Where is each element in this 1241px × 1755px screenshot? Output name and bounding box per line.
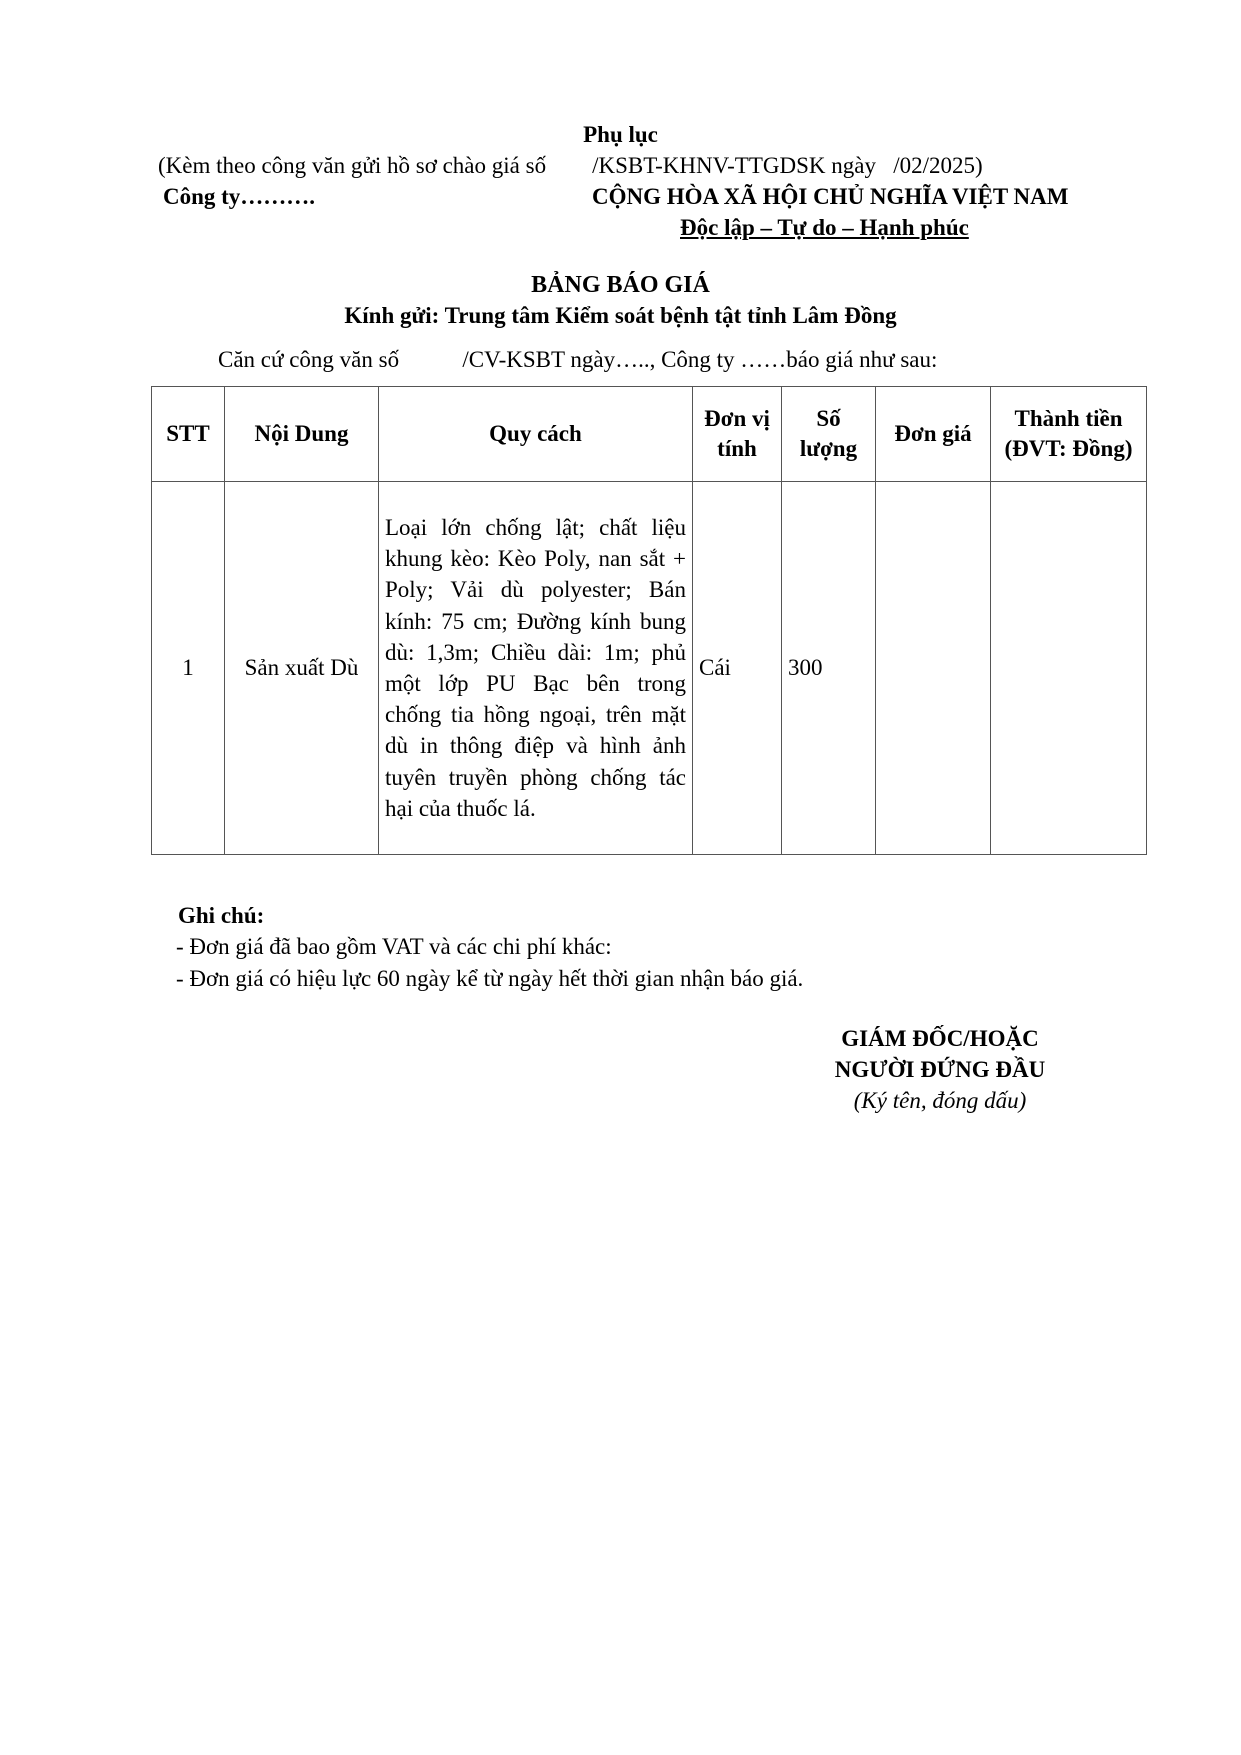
notes-heading: Ghi chú: [178,903,265,928]
cell-unit-price [876,482,991,855]
note-item: - Đơn giá có hiệu lực 60 ngày kể từ ngày hết thời gian nhận báo giá. [176,966,804,991]
cell-unit: Cái [693,482,782,855]
table-row [152,482,1147,855]
header-spec: Quy cách [379,387,693,482]
signature-note: (Ký tên, đóng dấu) [853,1088,1027,1113]
header-unit: Đơn vị tính [693,387,782,482]
recipient-line: Kính gửi: Trung tâm Kiểm soát bệnh tật tỉnh Lâm Đồng [344,303,897,328]
signature-title: GIÁM ĐỐC/HOẶC [841,1026,1039,1051]
republic-heading: CỘNG HÒA XÃ HỘI CHỦ NGHĨA VIỆT NAM [592,184,1069,209]
quote-table [151,386,1147,855]
table-header-row [152,387,1147,482]
header-stt: STT [152,387,225,482]
cell-total [991,482,1147,855]
cell-content: Sản xuất Dù [225,482,379,855]
signature-title: NGƯỜI ĐỨNG ĐẦU [834,1057,1046,1082]
quote-title: BẢNG BÁO GIÁ [531,272,710,298]
header-content: Nội Dung [225,387,379,482]
header-total: Thành tiền (ĐVT: Đồng) [991,387,1147,482]
appendix-title: Phụ lục [583,122,658,147]
company-name: Công ty………. [163,184,316,209]
attachment-line: (Kèm theo công văn gửi hồ sơ chào giá số /KSBT-KHNV-TTGDSK ngày /02/2025) [158,153,983,178]
header-quantity: Số lượng [782,387,876,482]
cell-quantity: 300 [782,482,876,855]
header-unit-price: Đơn giá [876,387,991,482]
national-motto: Độc lập – Tự do – Hạnh phúc [680,215,969,240]
cell-stt: 1 [152,482,225,855]
note-item: - Đơn giá đã bao gồm VAT và các chi phí khác: [176,934,612,959]
basis-line: Căn cứ công văn số /CV-KSBT ngày….., Công ty ……báo giá như sau: [218,347,938,372]
cell-spec: Loại lớn chống lật; chất liệu khung kèo: Kèo Poly, nan sắt + Poly; Vải dù polyester; Bán kính: 75 cm; Đường kính bung dù: 1,3m; Chiều dài: 1m; phủ một lớp PU Bạc bên trong chống tia hồng ngoại, trên mặt dù in thông điệp và hình ảnh tuyên truyền phòng chống tác hại của thuốc lá. [379,482,693,855]
